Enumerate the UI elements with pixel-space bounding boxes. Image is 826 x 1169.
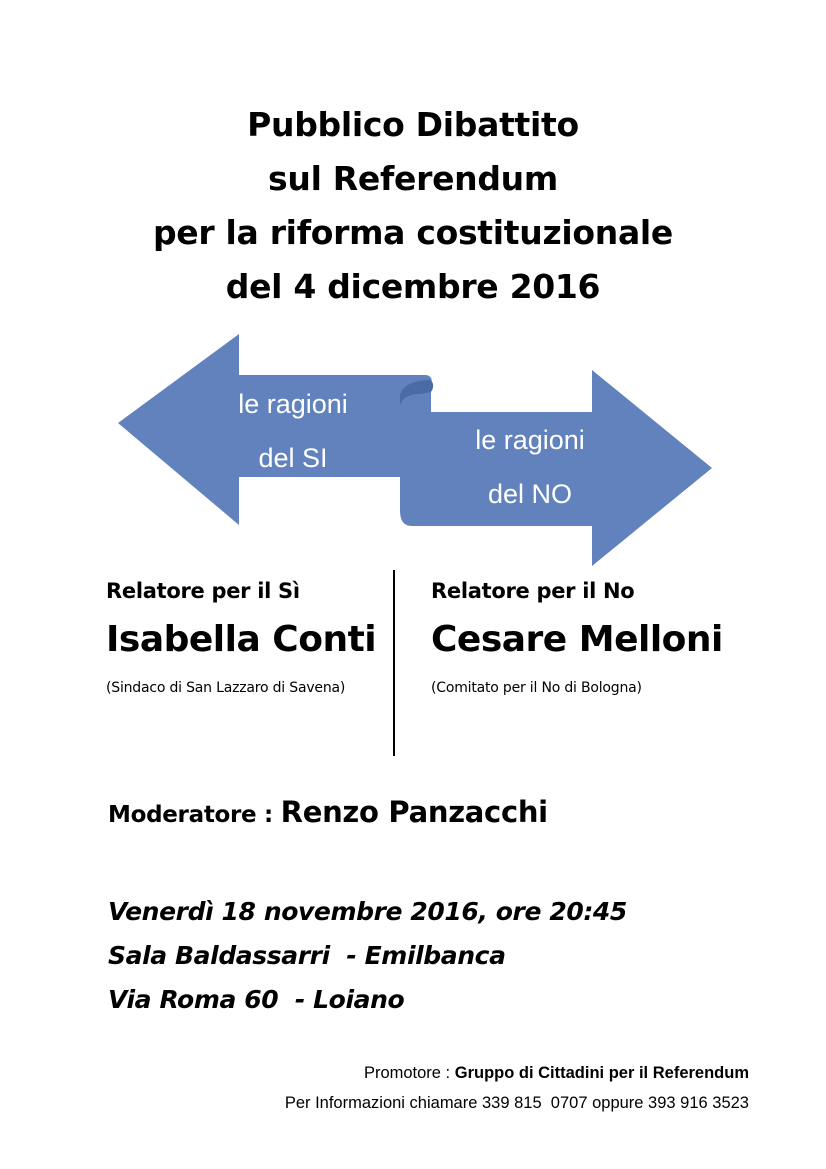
contact-info: Per Informazioni chiamare 339 815 0707 oppure 393 916 3523 — [284, 1094, 749, 1112]
speaker-yes-affiliation: (Sindaco di San Lazzaro di Savena) — [106, 680, 346, 696]
title-line-4: del 4 dicembre 2016 — [225, 267, 601, 306]
right-arrow-line-1: le ragioni — [475, 425, 585, 455]
moderator-label: Moderatore : — [108, 802, 281, 828]
left-arrow-line-2: del SI — [258, 443, 328, 473]
event-details — [108, 890, 627, 1022]
speaker-no-role: Relatore per il No — [431, 579, 635, 603]
promoter-line — [285, 1058, 749, 1088]
moderator — [108, 795, 548, 829]
title-line-1: Pubblico Dibattito — [247, 105, 579, 144]
speaker-no-affiliation: (Comitato per il No di Bologna) — [431, 680, 642, 696]
speaker-yes-name: Isabella Conti — [106, 619, 377, 660]
right-arrow-line-2: del NO — [487, 479, 573, 509]
left-arrow-line-1: le ragioni — [238, 389, 348, 419]
speaker-no — [431, 579, 723, 696]
title-line-3: per la riforma costituzionale — [152, 213, 674, 252]
title-line-2: sul Referendum — [268, 159, 558, 198]
promoter-name: Gruppo di Cittadini per il Referendum — [454, 1064, 749, 1082]
event-title — [0, 98, 826, 314]
moderator-name: Renzo Panzacchi — [280, 795, 548, 829]
promoter-label: Promotore : — [363, 1064, 455, 1082]
speaker-divider — [393, 570, 395, 756]
event-address: Via Roma 60 - Loiano — [108, 985, 405, 1014]
speaker-yes — [106, 579, 376, 696]
event-datetime: Venerdì 18 novembre 2016, ore 20:45 — [108, 897, 627, 926]
right-arrow-label — [432, 416, 628, 518]
footer — [285, 1058, 749, 1118]
speaker-yes-role: Relatore per il Sì — [106, 579, 300, 603]
left-arrow-label — [198, 380, 388, 482]
event-venue: Sala Baldassarri - Emilbanca — [108, 941, 506, 970]
speaker-no-name: Cesare Melloni — [431, 619, 723, 660]
